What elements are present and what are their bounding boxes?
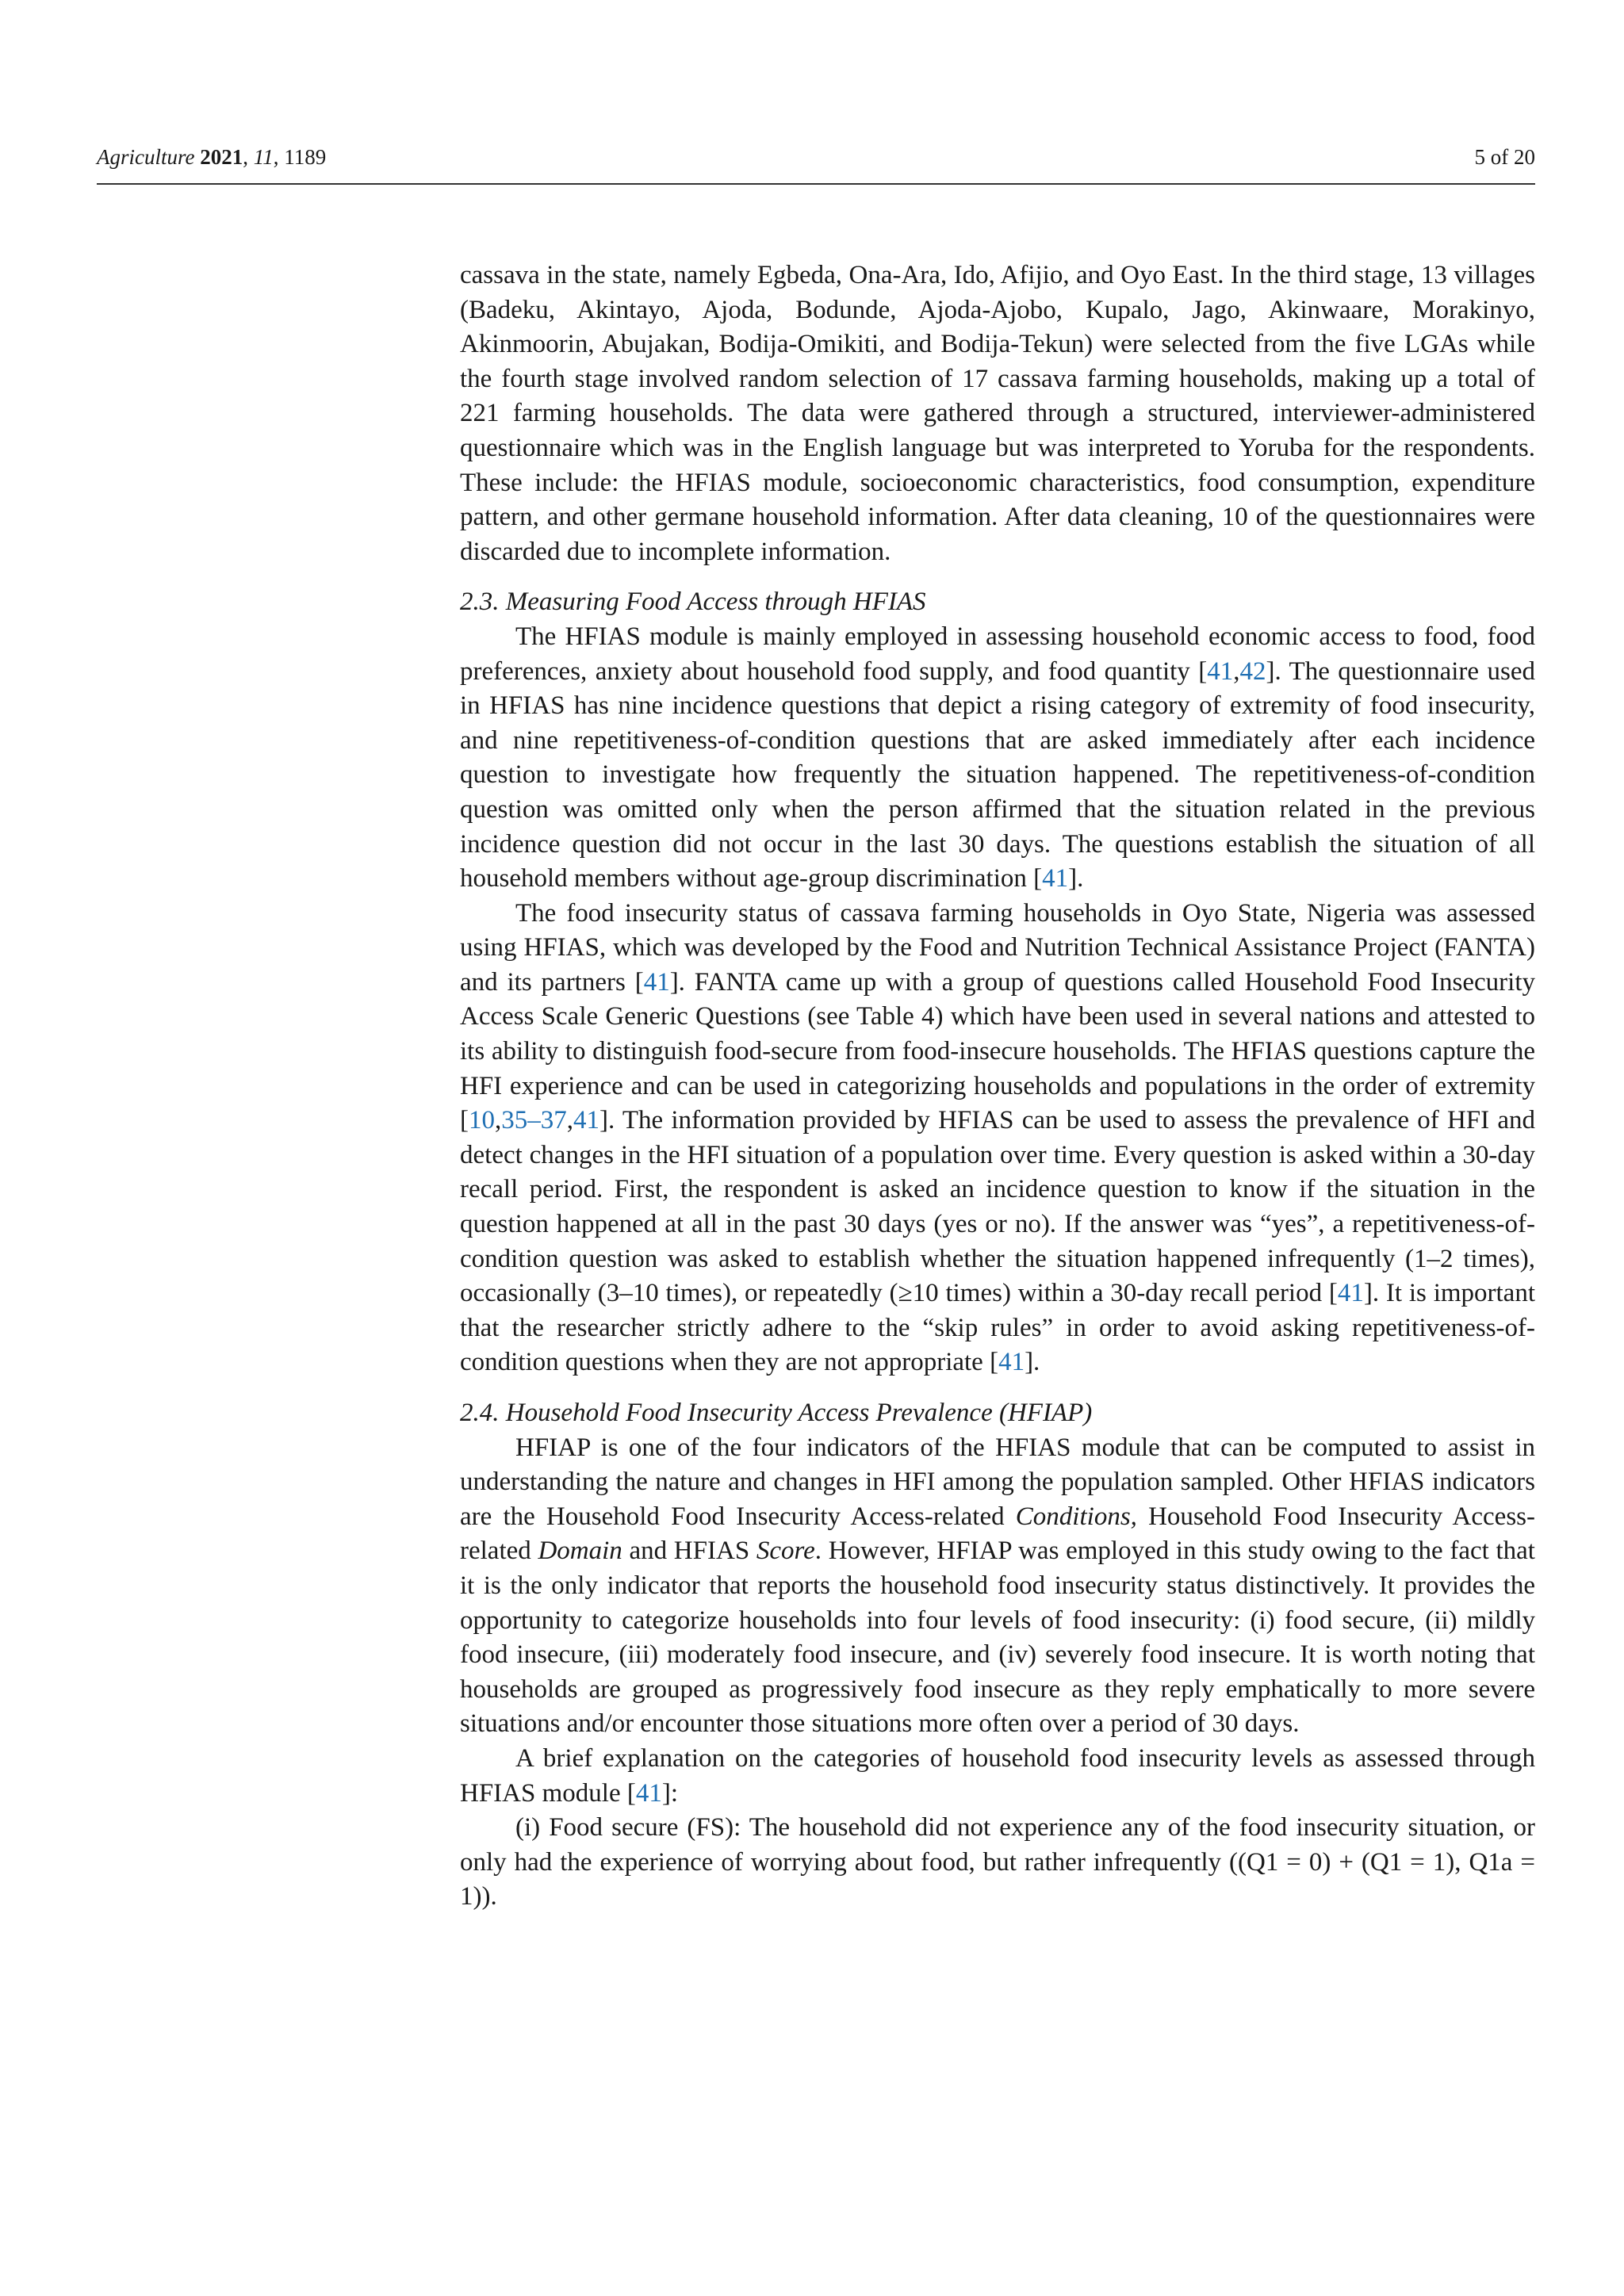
citation-link[interactable]: 37	[540, 1106, 567, 1135]
citation-link[interactable]: 10	[469, 1106, 495, 1135]
header-divider	[97, 183, 1535, 185]
paragraph-fanta: The food insecurity status of cassava farming households in Oyo State, Nigeria was assessed using HFIAS, which was developed by the Food and Nutrition Technical Assistance Project (FANTA) and its partners [41]. FANTA came up with a group of questions called Household Food Insecurity Access Scale Generic Questions (see Table 4) which have been used in several nations and attested to its ability to distinguish food-secure from food-insecure households. The HFIAS questions capture the HFI experience and can be used in categorizing households and populations in the order of extremity [10,35–37,41]. The information provided by HFIAS can be used to assess the prevalence of HFI and detect changes in the HFI situation of a population over time. Every question is asked within a 30-day recall period. First, the respondent is asked an incidence question to know if the situation in the question happened at all in the past 30 days (yes or no). If the answer was “yes”, a repetitiveness-of-condition question was asked to establish whether the situation happened infrequently (1–2 times), occasionally (3–10 times), or repeatedly (≥10 times) within a 30-day recall period [41]. It is important that the researcher strictly adhere to the “skip rules” in order to avoid asking repetitiveness-of-condition questions when they are not appropriate [41].	[460, 898, 1535, 1377]
section-heading-2-3: 2.3. Measuring Food Access through HFIAS	[460, 587, 926, 617]
citation-link[interactable]: 41	[1042, 864, 1069, 894]
citation-link[interactable]: 41	[573, 1106, 599, 1135]
page-number: 5 of 20	[1474, 145, 1535, 169]
article-number: 1189	[284, 145, 327, 169]
volume-number: 11	[253, 145, 274, 169]
publication-year: 2021	[200, 145, 243, 169]
main-text	[460, 258, 1535, 1915]
citation-link[interactable]: 41	[998, 1348, 1025, 1377]
running-header: Agriculture 2021, 11, 1189 5 of 20	[97, 143, 1535, 182]
citation-link[interactable]: 41	[635, 1778, 662, 1808]
citation-link[interactable]: 41	[1207, 656, 1234, 686]
paragraph-food-secure: (i) Food secure (FS): The household did not experience any of the food insecurity situation, or only had the experience of worrying about food, but rather infrequently ((Q1 = 0) + (Q1 = 1), Q1a = 1)).	[460, 1813, 1535, 1911]
citation-link[interactable]: 41	[1337, 1279, 1364, 1308]
journal-name: Agriculture	[97, 145, 195, 169]
paragraph-hfiap: HFIAP is one of the four indicators of the HFIAS module that can be computed to assist in understanding the nature and changes in HFI among the population sampled. Other HFIAS indicators are the Household Food Insecurity Access-related Conditions, Household Food Insecurity Access-related Domain and HFIAS Score. However, HFIAP was employed in this study owing to the fact that it is the only indicator that reports the household food insecurity status distinctively. It provides the opportunity to categorize households into four levels of food insecurity: (i) food secure, (ii) mildly food insecure, (iii) moderately food insecure, and (iv) severely food insecure. It is worth noting that households are grouped as progressively food insecure as they reply emphatically to more severe situations and/or encounter those situations more often over a period of 30 days.	[460, 1433, 1535, 1739]
citation-link[interactable]: 41	[643, 967, 670, 997]
paragraph-sampling-continued: cassava in the state, namely Egbeda, Ona-Ara, Ido, Afijio, and Oyo East. In the third stage, 13 villages (Badeku, Akintayo, Ajoda, Bodunde, Ajoda-Ajobo, Kupalo, Jago, Akinwaare, Morakinyo, Akinmoorin, Abujakan, Bodija-Omikiti, and Bodija-Tekun) were selected from the five LGAs while the fourth stage involved random selection of 17 cassava farming households, making up a total of 221 farming households. The data were gathered through a structured, interviewer-administered questionnaire which was in the English language but was interpreted to Yoruba for the respondents. These include: the HFIAS module, socioeconomic characteristics, food consumption, expenditure pattern, and other germane household information. After data cleaning, 10 of the questionnaires were discarded due to incomplete information.	[460, 261, 1535, 566]
section-heading-2-4: 2.4. Household Food Insecurity Access Prevalence (HFIAP)	[460, 1399, 1093, 1427]
citation-link[interactable]: 42	[1239, 656, 1266, 686]
paragraph-hfias-module: The HFIAS module is mainly employed in assessing household economic access to food, food preferences, anxiety about household food supply, and food quantity [41,42]. The questionnaire used in HFIAS has nine incidence questions that depict a rising category of extremity of food insecurity, and nine repetitiveness-of-condition questions that are asked immediately after each incidence question to investigate how frequently the situation happened. The repetitiveness-of-condition question was omitted only when the person affirmed that the situation related in the previous incidence question did not occur in the last 30 days. The questions establish the situation of all household members without age-group discrimination [41].	[460, 622, 1535, 894]
citation-link[interactable]: 35	[501, 1106, 528, 1135]
paragraph-categories-intro: A brief explanation on the categories of household food insecurity levels as assessed through HFIAS module [41]:	[460, 1743, 1535, 1808]
